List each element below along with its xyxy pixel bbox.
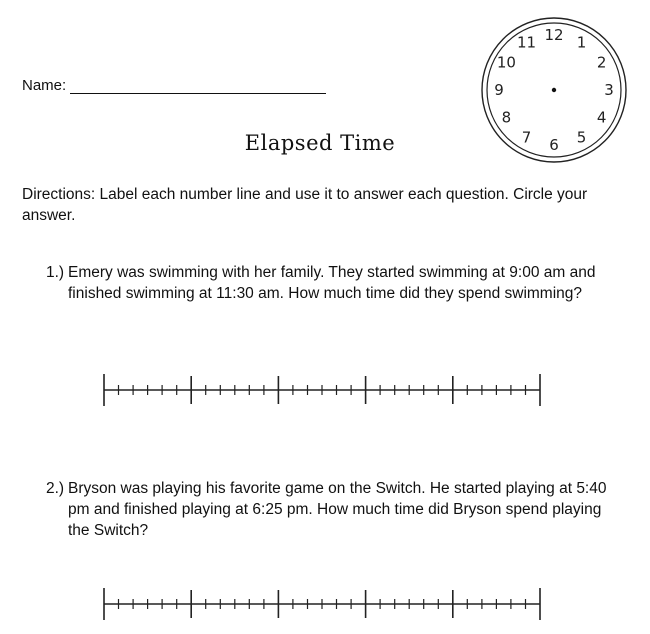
number-line-1[interactable] [96, 368, 548, 408]
clock-numeral: 6 [549, 136, 559, 154]
clock-numeral: 2 [596, 53, 607, 72]
page-title: Elapsed Time [244, 131, 396, 155]
question-number: 2.) [46, 480, 65, 497]
clock-numeral: 4 [596, 108, 607, 127]
directions-text: Directions: Label each number line and use it to answer each question. Circle your answer. [22, 186, 588, 224]
question-text: Bryson was playing his favorite game on the Switch. He started playing at 5:40 pm and finished playing at 6:25 pm. How much time did Bryson spend playing the Switch? [68, 480, 607, 539]
clock-numeral: 5 [576, 128, 587, 147]
clock-numeral: 12 [544, 26, 564, 44]
question-1 [46, 262, 626, 304]
clock-numeral: 10 [496, 53, 516, 72]
name-field [22, 77, 326, 94]
question-number: 1.) [46, 264, 65, 281]
clock-numeral: 1 [576, 33, 587, 52]
clock-numeral: 7 [521, 128, 532, 147]
question-text: Emery was swimming with her family. They started swimming at 9:00 am and finished swimming at 11:30 am. How much time did they spend swimming? [68, 264, 596, 302]
clock-numeral: 3 [604, 81, 614, 99]
name-blank-line[interactable] [70, 79, 326, 94]
name-label: Name: [22, 77, 67, 94]
question-2 [46, 478, 626, 541]
clock-numeral: 8 [501, 108, 512, 127]
clock-numeral: 11 [516, 33, 537, 52]
clock-numeral: 9 [494, 81, 504, 99]
number-line-2[interactable] [96, 582, 548, 622]
